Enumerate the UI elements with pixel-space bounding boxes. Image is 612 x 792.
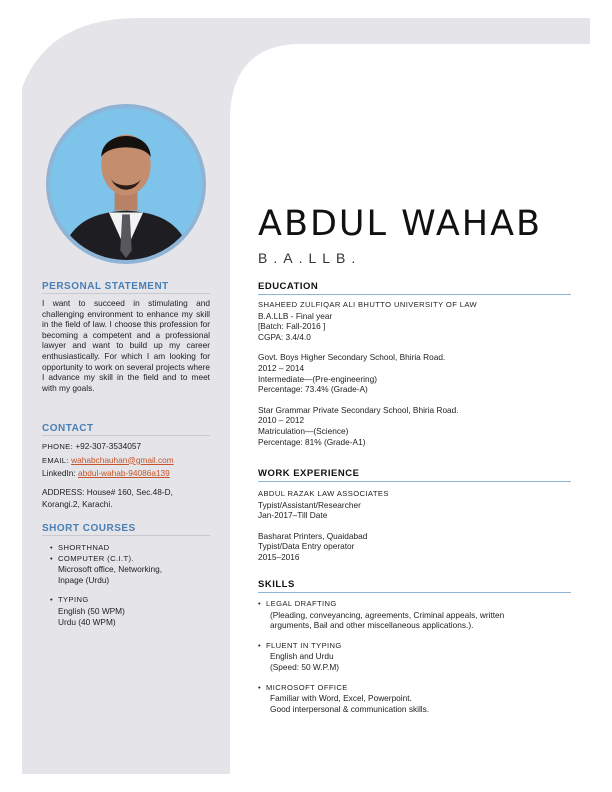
contact-block xyxy=(42,440,210,511)
course-detail: English (50 WPM) xyxy=(58,605,125,616)
skill-detail: (Speed: 50 W.P.M) xyxy=(270,661,340,672)
work-line: 2015–2016 xyxy=(258,551,300,562)
education-line: Matriculation—(Science) xyxy=(258,425,349,436)
work-experience-list xyxy=(258,489,573,563)
phone-line: PHONE: +92-307-3534057 xyxy=(42,441,142,451)
candidate-degree: B.A.LLB. xyxy=(258,250,362,266)
contact-heading: CONTACT xyxy=(42,423,94,434)
phone-number: +92-307-3534057 xyxy=(75,441,142,451)
address-line-2: Korangi.2, Karachi. xyxy=(42,499,113,509)
work-experience-heading: WORK EXPERIENCE xyxy=(258,468,360,479)
skill-detail: Familiar with Word, Excel, Powerpoint. xyxy=(270,693,412,704)
work-line: Jan-2017–Till Date xyxy=(258,510,328,521)
education-line: Percentage: 73.4% (Grade-A) xyxy=(258,384,368,395)
linkedin-line: LinkedIn: abdul-wahab-94086a139 xyxy=(42,468,170,478)
avatar xyxy=(50,108,202,260)
divider xyxy=(258,481,571,482)
skills-heading: SKILLS xyxy=(258,579,295,590)
email-line: EMAIL: wahabchauhan@gmail.com xyxy=(42,454,174,465)
skill-item: • MICROSOFT OFFICE xyxy=(258,683,573,694)
education-line: Percentage: 81% (Grade-A1) xyxy=(258,436,366,447)
skill-detail: arguments, Bail and other miscellaneous applications.). xyxy=(270,620,474,631)
course-item: • TYPING xyxy=(50,595,210,606)
education-line: 2012 – 2014 xyxy=(258,362,305,373)
education-heading: EDUCATION xyxy=(258,281,319,292)
divider xyxy=(42,293,210,294)
short-courses-list xyxy=(50,543,210,627)
course-detail: Urdu (40 WPM) xyxy=(58,616,116,627)
candidate-name: ABDUL WAHAB xyxy=(258,204,543,244)
address-line-1: ADDRESS: House# 160, Sec.48-D, xyxy=(42,486,173,497)
education-institution: Star Grammar Private Secondary School, Bhiria Road. xyxy=(258,404,459,415)
skill-detail: (Pleading, conveyancing, agreements, Criminal appeals, written xyxy=(270,609,505,620)
education-institution: Govt. Boys Higher Secondary School, Bhiria Road. xyxy=(258,352,446,363)
course-detail: Microsoft office, Networking, xyxy=(58,564,163,575)
education-institution: SHAHEED ZULFIQAR ALI BHUTTO UNIVERSITY OF LAW xyxy=(258,300,478,309)
education-line: 2010 – 2012 xyxy=(258,415,305,426)
work-line: Typist/Data Entry operator xyxy=(258,541,355,552)
course-item: • SHORTHNAD xyxy=(50,543,210,554)
education-line: [Batch: Fall-2016 ] xyxy=(258,321,326,332)
divider xyxy=(42,435,210,436)
divider xyxy=(258,592,571,593)
course-item: • COMPUTER (C.I.T). xyxy=(50,554,210,565)
linkedin-link[interactable]: abdul-wahab-94086a139 xyxy=(77,468,170,478)
short-courses-heading: SHORT COURSES xyxy=(42,523,136,534)
personal-statement-heading: PERSONAL STATEMENT xyxy=(42,281,169,292)
skill-detail: Good interpersonal & communication skills. xyxy=(270,703,430,714)
skill-detail: English and Urdu xyxy=(270,651,334,662)
work-line: Typist/Assistant/Researcher xyxy=(258,499,361,510)
skill-item: • FLUENT IN TYPING xyxy=(258,641,573,652)
work-employer: ABDUL RAZAK LAW ASSOCIATES xyxy=(258,489,389,498)
education-line: B.A.LLB - Final year xyxy=(258,310,333,321)
personal-statement-text: I want to succeed in stimulating and challenging environment to enhance my skill in the field of law. I choose this profession for becoming a competent and a professional lawyer and want to build up my career enthusiastically. For which I am looking for opportunity to work on several projects where I advance my skill in the field and to meet with my goals. xyxy=(42,298,210,393)
profile-photo xyxy=(46,104,206,264)
skills-list xyxy=(258,599,573,714)
skill-item: • LEGAL DRAFTING xyxy=(258,599,573,610)
divider xyxy=(42,535,210,536)
course-detail: Inpage (Urdu) xyxy=(58,574,110,585)
email-link[interactable]: wahabchauhan@gmail.com xyxy=(71,454,174,465)
divider xyxy=(258,294,571,295)
education-line: CGPA: 3.4/4.0 xyxy=(258,331,311,342)
education-list xyxy=(258,300,573,447)
work-employer: Basharat Printers, Quaidabad xyxy=(258,530,368,541)
education-line: Intermediate—(Pre-engineering) xyxy=(258,373,377,384)
